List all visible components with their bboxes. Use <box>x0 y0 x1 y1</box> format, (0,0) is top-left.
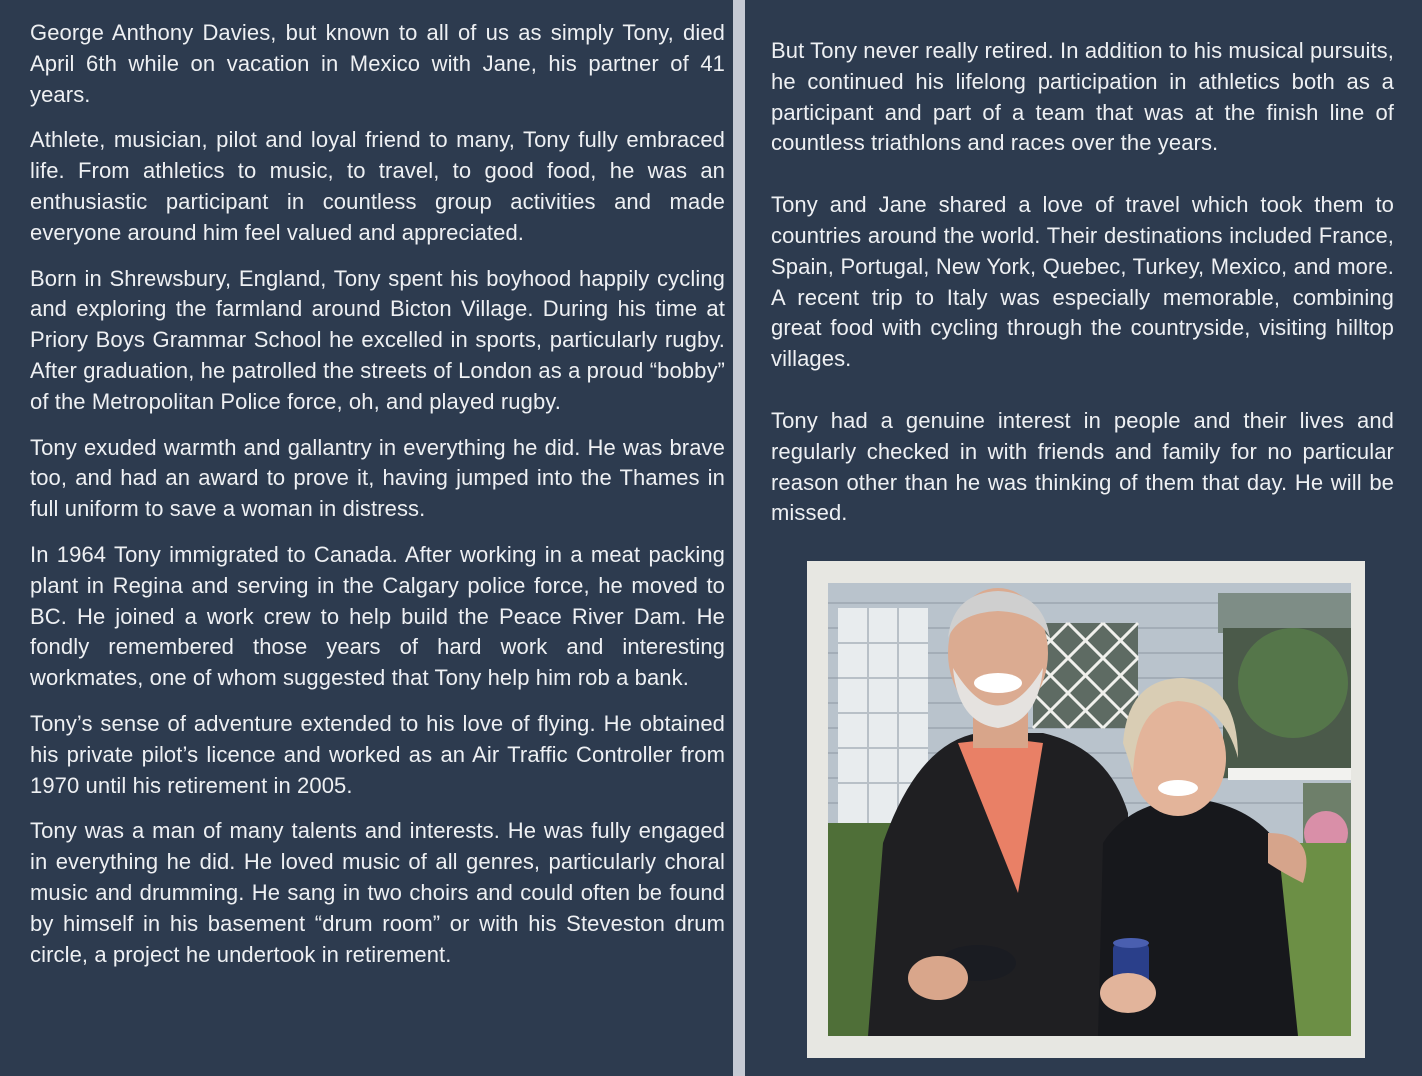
paragraph-music: Tony was a man of many talents and interests. He was fully engaged in everything he did. He loved music of all genres, particularly choral music and drumming. He sang in two choirs and could often be found by himself in his basement “drum room” or with his Steveston drum circle, a project he undertook in retirement. <box>30 818 725 967</box>
paragraph-athlete: Athlete, musician, pilot and loyal friend to many, Tony fully embraced life. From athletics to music, to travel, to good food, he was an enthusiastic participant in countless group activities and made everyone around him feel valued and appreciated. <box>30 127 725 245</box>
paragraph-flying: Tony’s sense of adventure extended to his love of flying. He obtained his private pilot’s licence and worked as an Air Traffic Controller from 1970 until his retirement in 2005. <box>30 710 725 798</box>
paragraph-intro: George Anthony Davies, but known to all of us as simply Tony, died April 6th while on vacation in Mexico with Jane, his partner of 41 years. <box>30 20 725 107</box>
couple-photo <box>828 583 1351 1036</box>
paragraph-travel: Tony and Jane shared a love of travel which took them to countries around the world. Their destinations included France, Spain, Portugal, New York, Quebec, Turkey, Mexico, and more. A recent trip to Italy was especially memorable, combining great food with cycling through the countryside, visiting hilltop villages. <box>771 192 1394 372</box>
paragraph-closing: Tony had a genuine interest in people and their lives and regularly checked in with friends and family for no particular reason other than he was thinking of them that day. He will be missed. <box>771 407 1394 526</box>
couple-photo-illustration <box>828 583 1351 1036</box>
paragraph-childhood: Born in Shrewsbury, England, Tony spent his boyhood happily cycling and exploring the farmland around Bicton Village. During his time at Priory Boys Grammar School he excelled in sports, particularly rugby. After graduation, he patrolled the streets of London as a proud “bobby” of the Metropolitan Police force, oh, and played rugby. <box>30 265 725 414</box>
paragraph-retirement: But Tony never really retired. In addition to his musical pursuits, he continued his lifelong participation in athletics both as a participant and part of a team that was at the finish line of countless triathlons and races over the years. <box>771 38 1394 156</box>
paragraph-gallantry: Tony exuded warmth and gallantry in everything he did. He was brave too, and had an award to prove it, having jumped into the Thames in full uniform to save a woman in distress. <box>30 434 725 522</box>
right-page <box>745 0 1422 1076</box>
paragraph-canada: In 1964 Tony immigrated to Canada. After working in a meat packing plant in Regina and serving in the Calgary police force, he moved to BC. He joined a work crew to help build the Peace River Dam. He fondly remembered those years of hard work and interesting workmates, one of whom suggested that Tony help him rob a bank. <box>30 541 725 691</box>
photo-frame <box>807 561 1365 1058</box>
